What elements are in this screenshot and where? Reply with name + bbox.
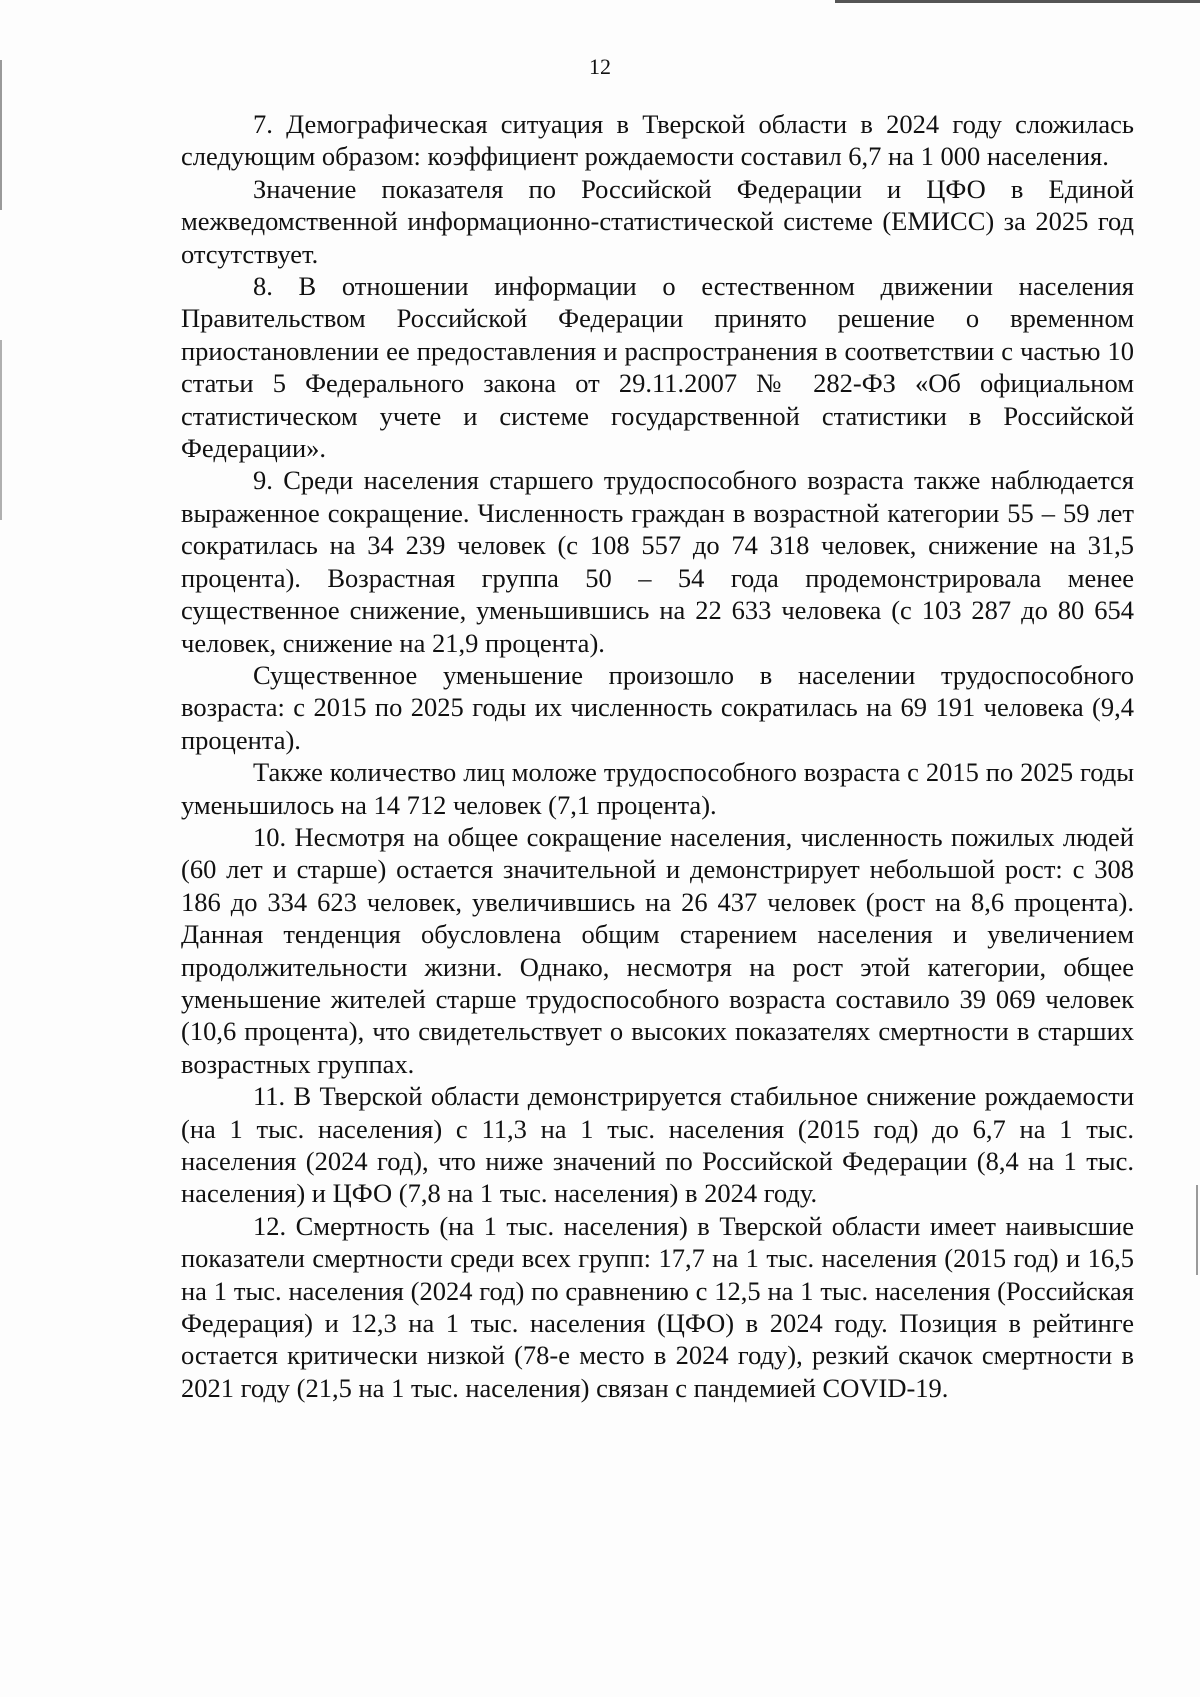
page-number: 12 [589, 54, 611, 79]
paragraph-8: 8. В отношении информации о естественном движении населения Правительством Российской Федерации принято решение о временном приостановлении ее предоставления и распространения в соответствии с частью 10 статьи 5 Федерального закона от 29.11.2007 № 282-ФЗ «Об официальном статистическом учете и системе государственной статистики в Российской Федерации». [181, 271, 1134, 464]
scan-margin-mark [0, 340, 2, 520]
paragraph-emiss-note: Значение показателя по Российской Федерации и ЦФО в Единой межведомственной информационно-статистической системе (ЕМИСС) за 2025 год отсутствует. [181, 173, 1134, 269]
paragraph-below-working-age: Также количество лиц моложе трудоспособного возраста с 2015 по 2025 годы уменьшилось на 14 712 человек (7,1 процента). [181, 757, 1134, 820]
scan-edge-line [835, 0, 1200, 3]
scan-margin-mark [1196, 1185, 1198, 1275]
paragraph-7: 7. Демографическая ситуация в Тверской области в 2024 году сложилась следующим образом: коэффициент рождаемости составил 6,7 на 1 000 населения. [181, 109, 1134, 172]
scan-margin-mark [0, 60, 2, 210]
document-body [181, 108, 1134, 1404]
paragraph-9: 9. Среди населения старшего трудоспособного возраста также наблюдается выраженное сокращение. Численность граждан в возрастной категории 55 – 59 лет сократилась на 34 239 человек (с 108 557 до 74 318 человек, снижение на 31,5 процента). Возрастная группа 50 – 54 года продемонстрировала менее существенное снижение, уменьшившись на 22 633 человека (с 103 287 до 80 654 человек, снижение на 21,9 процента). [181, 465, 1134, 658]
paragraph-10: 10. Несмотря на общее сокращение населения, численность пожилых людей (60 лет и старше) остается значительной и демонстрирует небольшой рост: с 308 186 до 334 623 человек, увеличившись на 26 437 человек (рост на 8,6 процента). Данная тенденция обусловлена общим старением населения и увеличением продолжительности жизни. Однако, несмотря на рост этой категории, общее уменьшение жителей старше трудоспособного возраста составило 39 069 человек (10,6 процента), что свидетельствует о высоких показателях смертности в старших возрастных группах. [181, 821, 1134, 1079]
paragraph-11: 11. В Тверской области демонстрируется стабильное снижение рождаемости (на 1 тыс. населения) с 11,3 на 1 тыс. населения (2015 год) до 6,7 на 1 тыс. населения (2024 год), что ниже значений по Российской Федерации (8,4 на 1 тыс. населения) и ЦФО (7,8 на 1 тыс. населения) в 2024 году. [181, 1081, 1134, 1209]
paragraph-working-age: Существенное уменьшение произошло в населении трудоспособного возраста: с 2015 по 2025 годы их численность сократилась на 69 191 человека (9,4 процента). [181, 659, 1134, 755]
paragraph-12: 12. Смертность (на 1 тыс. населения) в Тверской области имеет наивысшие показатели смертности среди всех групп: 17,7 на 1 тыс. населения (2015 год) и 16,5 на 1 тыс. населения (2024 год) по сравнению с 12,5 на 1 тыс. населения (Российская Федерация) и 12,3 на 1 тыс. населения (ЦФО) в 2024 году. Позиция в рейтинге остается критически низкой (78-е место в 2024 году), резкий скачок смертности в 2021 году (21,5 на 1 тыс. населения) связан с пандемией COVID-19. [181, 1210, 1134, 1403]
